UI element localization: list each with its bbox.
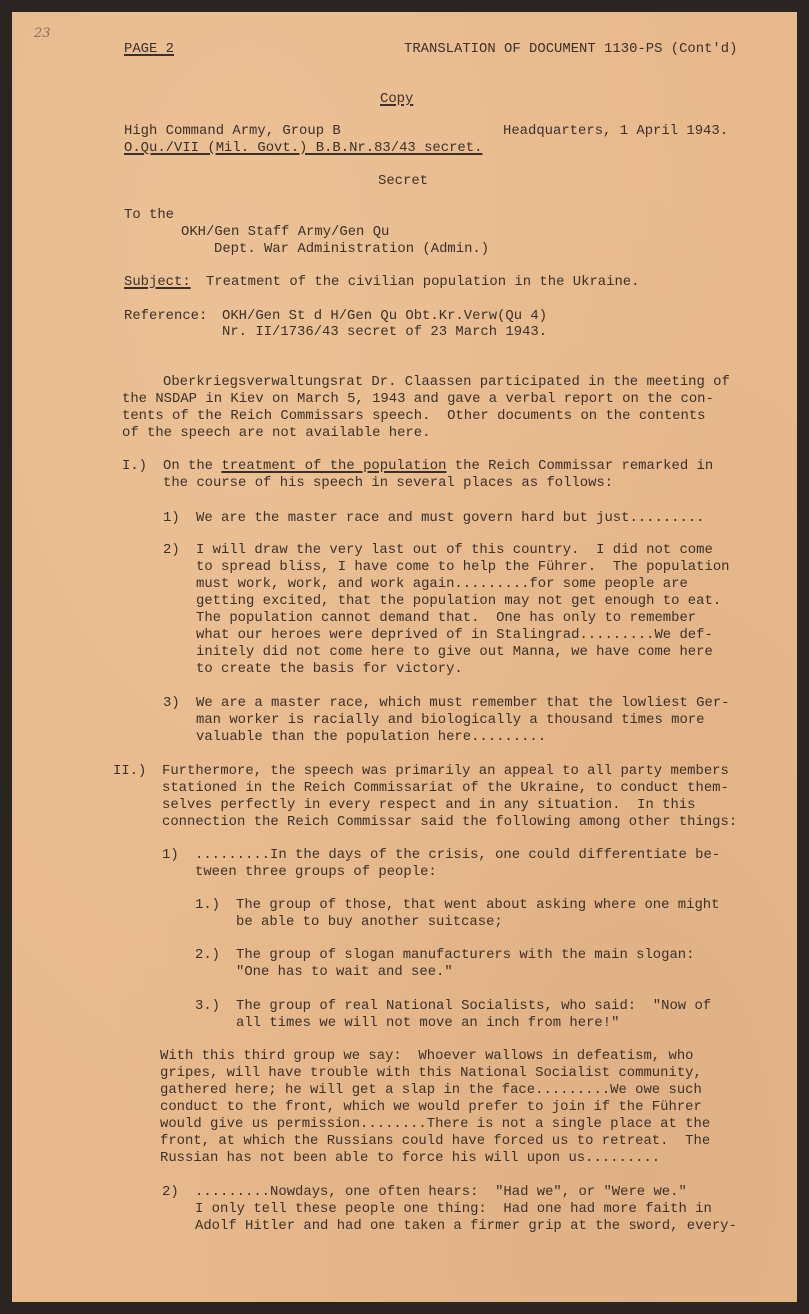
intro-line: tents of the Reich Commissars speech. Other documents on the contents <box>122 408 706 424</box>
item-line: The population cannot demand that. One has only to remember <box>196 610 697 626</box>
recipient-line1: OKH/Gen Staff Army/Gen Qu <box>181 224 390 240</box>
item-line: to create the basis for victory. <box>196 661 463 677</box>
intro-line: Oberkriegsverwaltungsrat Dr. Claassen participated in the meeting of <box>163 374 730 390</box>
paragraph-line: With this third group we say: Whoever wallows in defeatism, who <box>160 1048 694 1064</box>
group-line: "One has to wait and see." <box>236 964 453 980</box>
paragraph-line: conduct to the front, which we would prefer to join if the Führer <box>160 1099 702 1115</box>
group-number: 3.) <box>195 998 221 1014</box>
section1-line2: the course of his speech in several places as follows: <box>163 475 614 491</box>
copy-heading: Copy <box>380 91 414 107</box>
item-line: to spread bliss, I have come to help the Führer. The population <box>196 559 730 575</box>
paragraph-line: front, at which the Russians could have forced us to retreat. The <box>160 1133 711 1149</box>
section2-line: stationed in the Reich Commissariat of the Ukraine, to conduct them- <box>162 780 729 796</box>
item-line: We are the master race and must govern hard but just......... <box>196 510 705 526</box>
page-label: PAGE 2 <box>124 41 175 57</box>
text: the Reich Commissar remarked in <box>446 458 714 474</box>
item-line: man worker is racially and biologically a thousand times more <box>196 712 705 728</box>
text: On the <box>163 458 222 474</box>
paragraph-line: Russian has not been able to force his will upon us......... <box>160 1150 661 1166</box>
date-line: Headquarters, 1 April 1943. <box>503 123 729 139</box>
group-number: 1.) <box>195 897 221 913</box>
subject-label: Subject: <box>124 274 191 290</box>
subject-text: Treatment of the civilian population in the Ukraine. <box>206 274 640 290</box>
intro-line: of the speech are not available here. <box>122 425 431 441</box>
group-line: The group of real National Socialists, who said: "Now of <box>236 998 712 1014</box>
item-line: Adolf Hitler and had one taken a firmer grip at the sword, every- <box>195 1218 737 1234</box>
item-number: 1) <box>162 847 179 863</box>
item-line: .........In the days of the crisis, one could differentiate be- <box>195 847 721 863</box>
item-line: must work, work, and work again.........for some people are <box>196 576 688 592</box>
recipient-line2: Dept. War Administration (Admin.) <box>214 241 490 257</box>
item-line: I only tell these people one thing: Had one had more faith in <box>195 1201 712 1217</box>
item-line: tween three groups of people: <box>195 864 437 880</box>
item-line: We are a master race, which must remember that the lowliest Ger- <box>196 695 730 711</box>
item-line: getting excited, that the population may not get enough to eat. <box>196 593 722 609</box>
section2-line: Furthermore, the speech was primarily an appeal to all party members <box>162 763 729 779</box>
item-number: 2) <box>163 542 180 558</box>
item-line: .........Nowdays, one often hears: "Had we", or "Were we." <box>195 1184 687 1200</box>
item-line: valuable than the population here......... <box>196 729 547 745</box>
sender-line1: High Command Army, Group B <box>124 123 341 139</box>
reference-line1: OKH/Gen St d H/Gen Qu Obt.Kr.Verw(Qu 4) <box>222 308 548 324</box>
classification: Secret <box>378 173 429 189</box>
group-line: be able to buy another suitcase; <box>236 914 503 930</box>
section-number: II.) <box>113 763 147 779</box>
group-line: The group of those, that went about asking where one might <box>236 897 720 913</box>
page-number-annotation: 23 <box>34 26 51 41</box>
group-line: The group of slogan manufacturers with the main slogan: <box>236 947 695 963</box>
paragraph-line: would give us permission........There is not a single place at the <box>160 1116 711 1132</box>
group-number: 2.) <box>195 947 221 963</box>
item-line: what our heroes were deprived of in Stalingrad.........We def- <box>196 627 713 643</box>
section1-line1 <box>163 458 713 475</box>
section-number: I.) <box>122 458 148 474</box>
reference-line2: Nr. II/1736/43 secret of 23 March 1943. <box>222 324 548 340</box>
sender-line2: O.Qu./VII (Mil. Govt.) B.B.Nr.83/43 secret. <box>124 140 483 156</box>
item-number: 2) <box>162 1184 179 1200</box>
item-line: I will draw the very last out of this country. I did not come <box>196 542 713 558</box>
to-label: To the <box>124 207 175 223</box>
item-line: initely did not come here to give out Manna, we have come here <box>196 644 713 660</box>
paragraph-line: gathered here; he will get a slap in the face.........We owe such <box>160 1082 702 1098</box>
group-line: all times we will not move an inch from here!" <box>236 1015 620 1031</box>
underlined-text: treatment of the population <box>221 458 447 474</box>
intro-line: the NSDAP in Kiev on March 5, 1943 and gave a verbal report on the con- <box>122 391 714 407</box>
paragraph-line: gripes, will have trouble with this National Socialist community, <box>160 1065 702 1081</box>
item-number: 3) <box>163 695 180 711</box>
section2-line: connection the Reich Commissar said the following among other things: <box>162 814 738 830</box>
item-number: 1) <box>163 510 180 526</box>
reference-label: Reference: <box>124 308 208 324</box>
section2-line: selves perfectly in every respect and in any situation. In this <box>162 797 696 813</box>
document-title: TRANSLATION OF DOCUMENT 1130-PS (Cont'd) <box>404 41 738 57</box>
